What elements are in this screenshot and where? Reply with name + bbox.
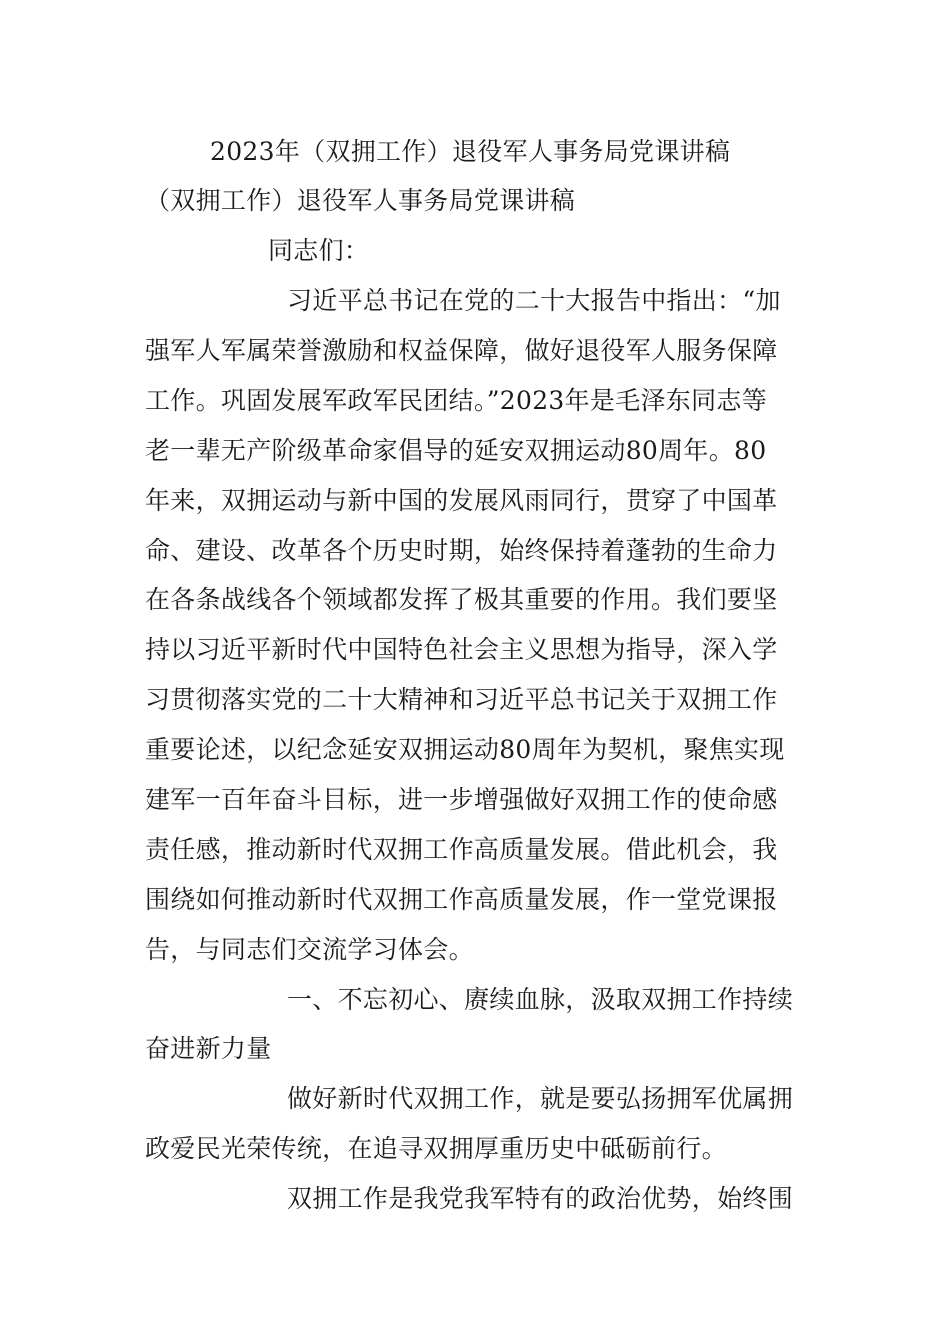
paragraph-line: 老一辈无产阶级革命家倡导的延安双拥运动80周年。80 bbox=[145, 436, 767, 465]
paragraph-line: 建军一百年奋斗目标，进一步增强做好双拥工作的使命感 bbox=[145, 785, 778, 814]
document-subtitle: （双拥工作）退役军人事务局党课讲稿 bbox=[145, 186, 576, 215]
paragraph-line: 习贯彻落实党的二十大精神和习近平总书记关于双拥工作 bbox=[145, 685, 778, 714]
paragraph-line: 做好新时代双拥工作，就是要弘扬拥军优属拥 bbox=[287, 1084, 794, 1113]
paragraph-line: 重要论述，以纪念延安双拥运动80周年为契机，聚焦实现 bbox=[145, 735, 785, 764]
paragraph-line: 工作。巩固发展军政军民团结。”2023年是毛泽东同志等 bbox=[145, 386, 768, 415]
paragraph-line: 政爱民光荣传统，在追寻双拥厚重历史中砥砺前行。 bbox=[145, 1134, 727, 1163]
paragraph-line: 习近平总书记在党的二十大报告中指出：“加 bbox=[287, 286, 781, 315]
paragraph-line: 持以习近平新时代中国特色社会主义思想为指导，深入学 bbox=[145, 635, 778, 664]
paragraph-line: 强军人军属荣誉激励和权益保障，做好退役军人服务保障 bbox=[145, 336, 778, 365]
section-heading-line: 奋进新力量 bbox=[145, 1034, 272, 1063]
section-heading-line: 一、不忘初心、赓续血脉，汲取双拥工作持续 bbox=[287, 985, 794, 1014]
paragraph-line: 告，与同志们交流学习体会。 bbox=[145, 935, 474, 964]
document-title: 2023年（双拥工作）退役军人事务局党课讲稿 bbox=[210, 137, 731, 166]
paragraph-line: 在各条战线各个领域都发挥了极其重要的作用。我们要坚 bbox=[145, 585, 778, 614]
paragraph-line: 命、建设、改革各个历史时期，始终保持着蓬勃的生命力 bbox=[145, 536, 778, 565]
paragraph-line: 年来，双拥运动与新中国的发展风雨同行，贯穿了中国革 bbox=[145, 486, 778, 515]
greeting: 同志们： bbox=[268, 236, 370, 265]
paragraph-line: 责任感，推动新时代双拥工作高质量发展。借此机会，我 bbox=[145, 835, 778, 864]
paragraph-line: 双拥工作是我党我军特有的政治优势，始终围 bbox=[287, 1184, 794, 1213]
paragraph-line: 围绕如何推动新时代双拥工作高质量发展，作一堂党课报 bbox=[145, 885, 778, 914]
